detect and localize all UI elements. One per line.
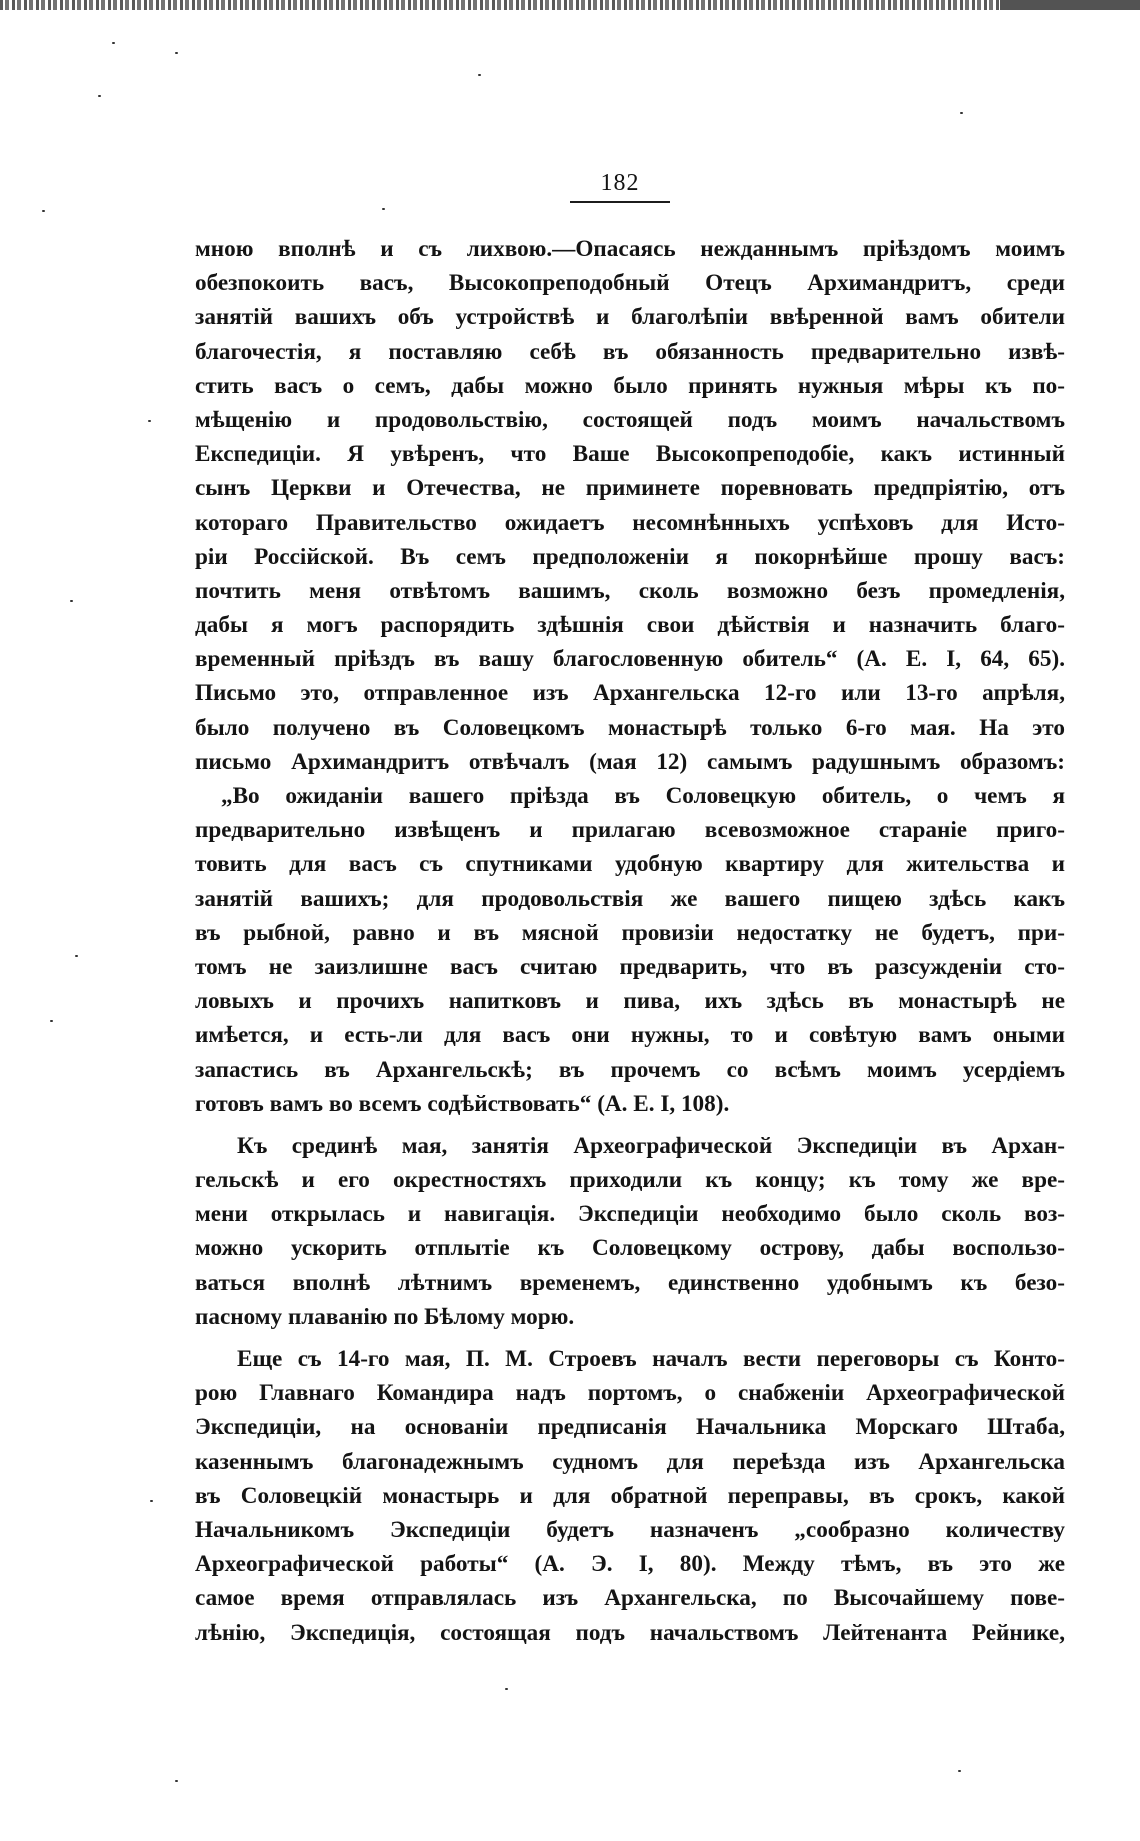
text-line: дабы я могъ распорядить здѣшнія свои дѣйствія и назначить благо- xyxy=(195,612,1065,639)
paragraph-gap xyxy=(195,1334,1065,1342)
text-line: предварительно извѣщенъ и прилагаю всевозможное стараніе приго- xyxy=(195,817,1065,844)
scan-speck xyxy=(70,600,73,602)
scan-speck xyxy=(148,420,151,422)
scan-speck xyxy=(50,1020,53,1022)
scan-speck xyxy=(150,1500,153,1502)
text-line: благочестія, я поставляю себѣ въ обязанность предварительно извѣ- xyxy=(195,338,1065,365)
text-line: Экспедиціи, на основаніи предписанія Начальника Морскаго Штаба, xyxy=(195,1414,1065,1441)
scan-speck xyxy=(505,1688,508,1690)
scan-speck xyxy=(75,955,78,957)
text-line: занятій вашихъ; для продовольствія же вашего пищею здѣсь какъ xyxy=(195,885,1065,912)
text-line: сынъ Церкви и Отечества, не приминете поревновать предпріятію, отъ xyxy=(195,475,1065,502)
text-line: мѣщенію и продовольствію, состоящей подъ моимъ начальствомъ xyxy=(195,406,1065,433)
text-line: стить васъ о семъ, дабы можно было принять нужныя мѣры къ по- xyxy=(195,372,1065,399)
scan-speck xyxy=(175,1780,178,1782)
text-line: временный пріѣздъ въ вашу благословенную обитель“ (А. Е. I, 64, 65). xyxy=(195,646,1065,673)
text-line: готовъ вамъ во всемъ содѣйствовать“ (А. Е. I, 108). xyxy=(195,1090,730,1117)
text-line: самое время отправлялась изъ Архангельска, по Высочайшему пове- xyxy=(195,1585,1065,1612)
text-line: мною вполнѣ и съ лихвою.—Опасаясь нежданнымъ пріѣздомъ моимъ xyxy=(195,236,1065,262)
text-line: гельскѣ и его окрестностяхъ приходили къ концу; къ тому же вре- xyxy=(195,1167,1065,1194)
text-line: Къ срединѣ мая, занятія Археографической Экспедиціи въ Архан- xyxy=(237,1132,1065,1159)
text-line: занятій вашихъ объ устройствѣ и благолѣпіи ввѣренной вамъ обители xyxy=(195,304,1065,331)
text-line: „Во ожиданіи вашего пріѣзда въ Соловецкую обитель, о чемъ я xyxy=(221,783,1065,809)
text-line: запастись въ Архангельскѣ; въ прочемъ со всѣмъ моимъ усердіемъ xyxy=(195,1056,1065,1083)
text-line: товить для васъ съ спутниками удобную квартиру для жительства и xyxy=(195,851,1065,878)
page-number: 182 xyxy=(600,170,640,196)
scan-speck xyxy=(960,112,963,114)
text-line: пасному плаванію по Бѣлому морю. xyxy=(195,1303,575,1330)
text-line: Археографической работы“ (А. Э. I, 80). Между тѣмъ, въ это же xyxy=(195,1551,1065,1578)
text-line: въ Соловецкій монастырь и для обратной переправы, въ срокъ, какой xyxy=(195,1482,1065,1509)
text-line: мени открылась и навигація. Экспедиціи необходимо было сколь воз- xyxy=(195,1201,1065,1228)
text-line: казеннымъ благонадежнымъ судномъ для переѣзда изъ Архангельска xyxy=(195,1448,1065,1475)
scan-speck xyxy=(958,1770,961,1772)
text-line: въ рыбной, равно и въ мясной провизіи недостатку не будетъ, при- xyxy=(195,919,1065,946)
text-line: ріи Россійской. Въ семъ предположеніи я покорнѣйше прошу васъ: xyxy=(195,543,1065,570)
scan-speck xyxy=(478,74,481,76)
page-number-rule xyxy=(570,201,670,203)
text-line: обезпокоить васъ, Высокопреподобный Отецъ Архимандритъ, среди xyxy=(195,270,1065,297)
text-line: было получено въ Соловецкомъ монастырѣ только 6-го мая. На это xyxy=(195,714,1065,741)
text-line: письмо Архимандритъ отвѣчалъ (мая 12) самымъ радушнымъ образомъ: xyxy=(195,748,1065,775)
paragraph-gap xyxy=(195,1121,1065,1129)
text-line: Експедиціи. Я увѣренъ, что Ваше Высокопреподобіе, какъ истинный xyxy=(195,441,1065,468)
text-body xyxy=(195,232,1065,1650)
text-line: Письмо это, отправленное изъ Архангельска 12-го или 13-го апрѣля, xyxy=(195,680,1065,707)
text-line: ваться вполнѣ лѣтнимъ временемъ, единственно удобнымъ къ безо- xyxy=(195,1269,1065,1296)
scan-speck xyxy=(112,42,115,44)
text-line: имѣется, и есть-ли для васъ они нужны, то и совѣтую вамъ оными xyxy=(195,1022,1065,1049)
text-line: томъ не заизлишне васъ считаю предварить, что въ разсужденіи сто- xyxy=(195,953,1065,980)
text-line: лѣнію, Экспедиція, состоящая подъ начальствомъ Лейтенанта Рейнике, xyxy=(195,1619,1065,1646)
text-line: ловыхъ и прочихъ напитковъ и пива, ихъ здѣсь въ монастырѣ не xyxy=(195,988,1065,1015)
scan-speck xyxy=(42,210,45,212)
text-line: Еще съ 14-го мая, П. М. Строевъ началъ вести переговоры съ Конто- xyxy=(237,1346,1065,1372)
scan-speck xyxy=(98,95,101,97)
text-line: Начальникомъ Экспедиціи будетъ назначенъ „сообразно количеству xyxy=(195,1516,1065,1543)
scan-speck xyxy=(175,52,178,54)
text-line: почтить меня отвѣтомъ вашимъ, сколь возможно безъ промедленія, xyxy=(195,577,1065,604)
text-line: можно ускорить отплытіе къ Соловецкому острову, дабы воспользо- xyxy=(195,1235,1065,1262)
text-line: рою Главнаго Командира надъ портомъ, о снабженіи Археографической xyxy=(195,1380,1065,1407)
scan-speck xyxy=(382,208,385,210)
text-line: котораго Правительство ожидаетъ несомнѣнныхъ успѣховъ для Исто- xyxy=(195,509,1065,536)
scan-top-edge xyxy=(0,0,1140,10)
page-number-header xyxy=(570,170,670,203)
